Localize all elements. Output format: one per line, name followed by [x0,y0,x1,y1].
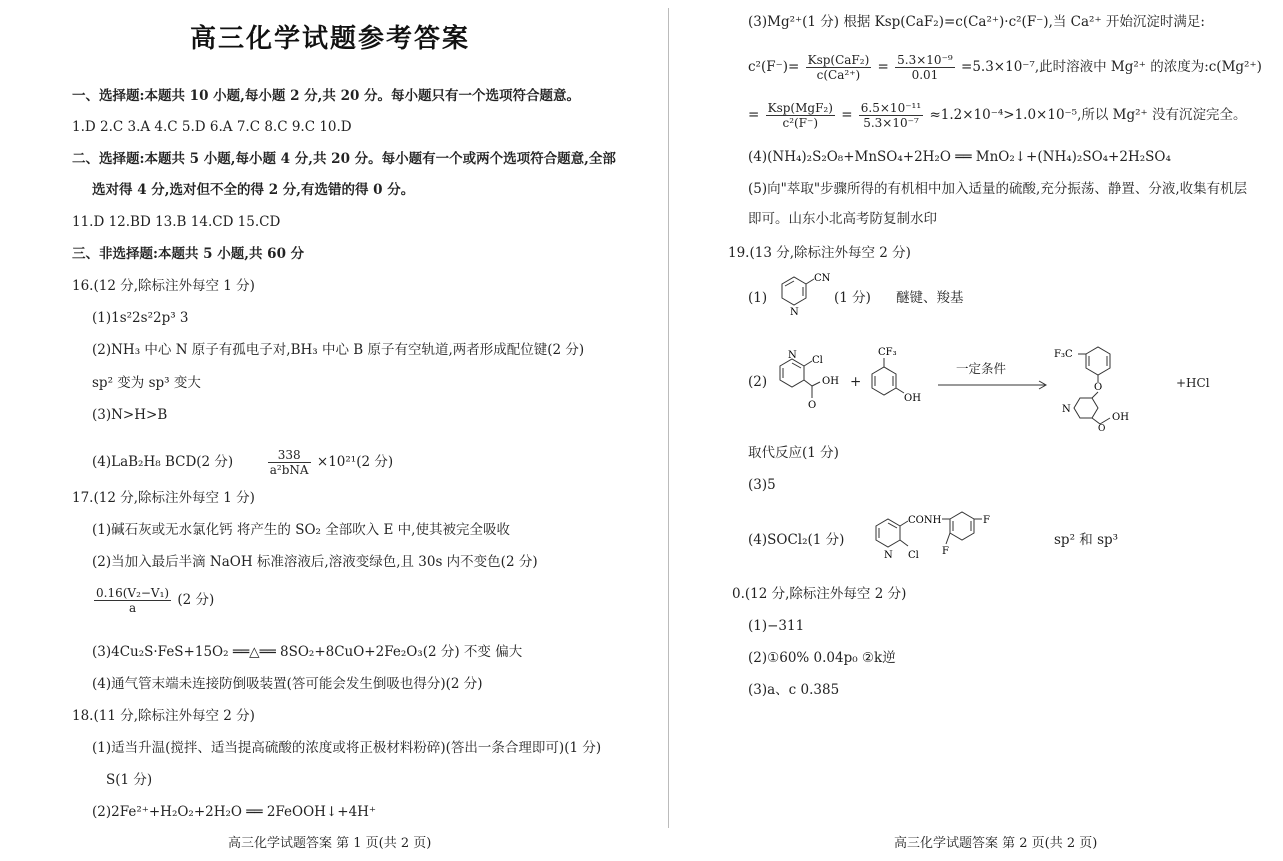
q17-part1: (1)碱石灰或无水氯化钙 将产生的 SO₂ 全部吹入 E 中,使其被完全吸收 [92,522,510,538]
q20-part2: (2)①60% 0.04p₀ ②k逆 [748,650,896,666]
conh-label: CONH [908,515,942,526]
page-1-footer: 高三化学试题答案 第 1 页(共 2 页) [228,836,432,851]
section-2-heading: 二、选择题:本题共 5 小题,每小题 4 分,共 20 分。每小题有一个或两个选项符合题意,全部 [72,151,616,167]
q19-part3: (3)5 [748,477,776,493]
equals-sign: = [877,59,889,75]
q18-heading: 18.(11 分,除标注外每空 2 分) [72,708,255,724]
n-label: N [1062,404,1071,415]
calc1-tail: =5.3×10⁻⁷,此时溶液中 Mg²⁺ 的浓度为:c(Mg²⁺) [961,59,1262,75]
q20-part3: (3)a、c 0.385 [748,682,840,698]
f-label: F [983,515,990,526]
cl-label: Cl [812,355,823,366]
q17-part2-formula [92,586,214,615]
fraction-denominator: a [128,601,137,615]
f3c-label: F₃C [1054,349,1073,360]
oh-label: OH [904,393,921,404]
o-label: O [1098,424,1106,432]
calc2-tail: ≈1.2×10⁻⁴>1.0×10⁻⁵,所以 Mg²⁺ 没有沉淀完全。 [929,107,1247,123]
equals-sign: = [841,107,853,123]
q16-part3: (3)N>H>B [92,407,168,423]
trifluoromethylphenol-structure [864,345,934,417]
q17-part2-tail: (2 分) [177,592,215,608]
hcl-byproduct: +HCl [1176,376,1210,390]
fraction-numerator: 338 [268,448,311,463]
o-label: O [808,400,817,411]
page-2 [676,0,1283,861]
q18-part2: (2)2Fe²⁺+H₂O₂+2H₂O ══ 2FeOOH↓+4H⁺ [92,804,377,820]
fraction-numerator: 6.5×10⁻¹¹ [860,101,922,115]
fraction-numerator: Ksp(CaF₂) [807,53,870,67]
n-label: N [790,307,799,318]
q16-heading: 16.(12 分,除标注外每空 1 分) [72,278,255,294]
calc2-fraction-1 [766,101,835,130]
fraction-numerator: 5.3×10⁻⁹ [897,53,953,67]
fraction-numerator: 0.16(V₂−V₁) [96,586,170,600]
section-2-answers: 11.D 12.BD 13.B 14.CD 15.CD [72,214,281,230]
q18-part1-cont: S(1 分) [106,772,153,788]
q18-part1: (1)适当升温(搅拌、适当提高硫酸的浓度或将正极材料粉碎)(答出一条合理即可)(1 分) [92,740,602,756]
q18-part4: (4)(NH₄)₂S₂O₈+MnSO₄+2H₂O ══ MnO₂↓+(NH₄)₂SO₄+2H₂SO₄ [748,149,1171,165]
q16-part2: (2)NH₃ 中心 N 原子有孤电子对,BH₃ 中心 B 原子有空轨道,两者形成配位键(2 分) [92,342,585,358]
section-1-heading: 一、选择题:本题共 10 小题,每小题 2 分,共 20 分。每小题只有一个选项符合题意。 [72,88,581,104]
chloronicotinic-acid-structure [768,348,848,418]
q19-part1-label: (1) [748,290,768,306]
section-2-heading-cont: 选对得 4 分,选对但不全的得 2 分,有选错的得 0 分。 [92,182,415,198]
q20-part1: (1)−311 [748,618,805,634]
reaction-arrow [938,360,1050,390]
o-label: O [1094,382,1103,393]
q17-part2: (2)当加入最后半滴 NaOH 标准溶液后,溶液变绿色,且 30s 内不变色(2 分) [92,554,538,570]
calc2-prefix: = [748,107,760,123]
product-structure [1052,332,1170,432]
q16-part1: (1)1s²2s²2p³ 3 [92,310,189,326]
fraction-denominator: 0.01 [911,68,939,82]
q16-part2-cont: sp² 变为 sp³ 变大 [92,375,201,391]
q19-part4-answer: sp² 和 sp³ [1054,532,1119,548]
nicotinonitrile-structure [770,270,830,322]
q19-part1-score: (1 分) [834,290,871,306]
fraction-denominator: c²(F⁻) [782,116,819,130]
oh-label: OH [1112,412,1129,423]
reaction-condition: 一定条件 [956,361,1007,376]
q16-fraction [268,448,311,477]
q19-heading: 19.(13 分,除标注外每空 2 分) [728,245,911,261]
q19-part4-label: (4)SOCl₂(1 分) [748,532,845,548]
n-label: N [884,550,893,561]
calc1-prefix: c²(F⁻)= [748,59,800,75]
page-1 [0,0,640,861]
calc1-fraction-1 [806,53,872,82]
q17-part4: (4)通气管末端未连接防倒吸装置(答可能会发生倒吸也得分)(2 分) [92,676,483,692]
q18-part3-calc2 [748,101,1246,130]
q18-part3: (3)Mg²⁺(1 分) 根据 Ksp(CaF₂)=c(Ca²⁺)·c²(F⁻),当 Ca²⁺ 开始沉淀时满足: [748,14,1205,30]
page-2-footer: 高三化学试题答案 第 2 页(共 2 页) [894,836,1098,851]
n-label: N [788,350,797,361]
q16-part4 [92,448,393,477]
q20-heading: 0.(12 分,除标注外每空 2 分) [732,586,907,602]
q17-part3: (3)4Cu₂S·FeS+15O₂ ══△══ 8SO₂+8CuO+2Fe₂O₃(2 分) 不变 偏大 [92,644,523,660]
cn-label: CN [814,273,830,284]
q19-part1-answer: 醚键、羧基 [896,290,964,306]
q17-fraction [94,586,171,615]
page-title: 高三化学试题参考答案 [190,24,471,54]
oh-label: OH [822,376,839,387]
calc2-fraction-2 [859,101,923,130]
section-1-answers: 1.D 2.C 3.A 4.C 5.D 6.A 7.C 8.C 9.C 10.D [72,119,352,135]
plus-sign: + [850,374,862,390]
cl-label: Cl [908,550,919,561]
cf3-label: CF₃ [878,347,897,358]
fraction-denominator: 5.3×10⁻⁷ [863,116,919,130]
fraction-denominator: c(Ca²⁺) [816,68,861,82]
q18-part5-cont: 即可。山东小北高考防复制水印 [748,211,937,227]
q16-part4-text: (4)LaB₂H₈ BCD(2 分) [92,454,234,470]
section-3-heading: 三、非选择题:本题共 5 小题,共 60 分 [72,246,305,262]
q17-heading: 17.(12 分,除标注外每空 1 分) [72,490,255,506]
calc1-fraction-2 [895,53,955,82]
q16-part4-tail: ×10²¹(2 分) [316,454,394,470]
q19-part2-label: (2) [748,374,768,390]
fraction-denominator: a²bNA [269,463,309,477]
q19-part2-type: 取代反应(1 分) [748,445,839,461]
fraction-numerator: Ksp(MgF₂) [767,101,833,115]
f-label: F [942,546,949,557]
q18-part5: (5)向"萃取"步骤所得的有机相中加入适量的硫酸,充分振荡、静置、分液,收集有机层 [748,181,1248,197]
page-divider [668,8,669,828]
q18-part3-calc1 [748,53,1262,82]
amide-structure [870,506,1030,570]
